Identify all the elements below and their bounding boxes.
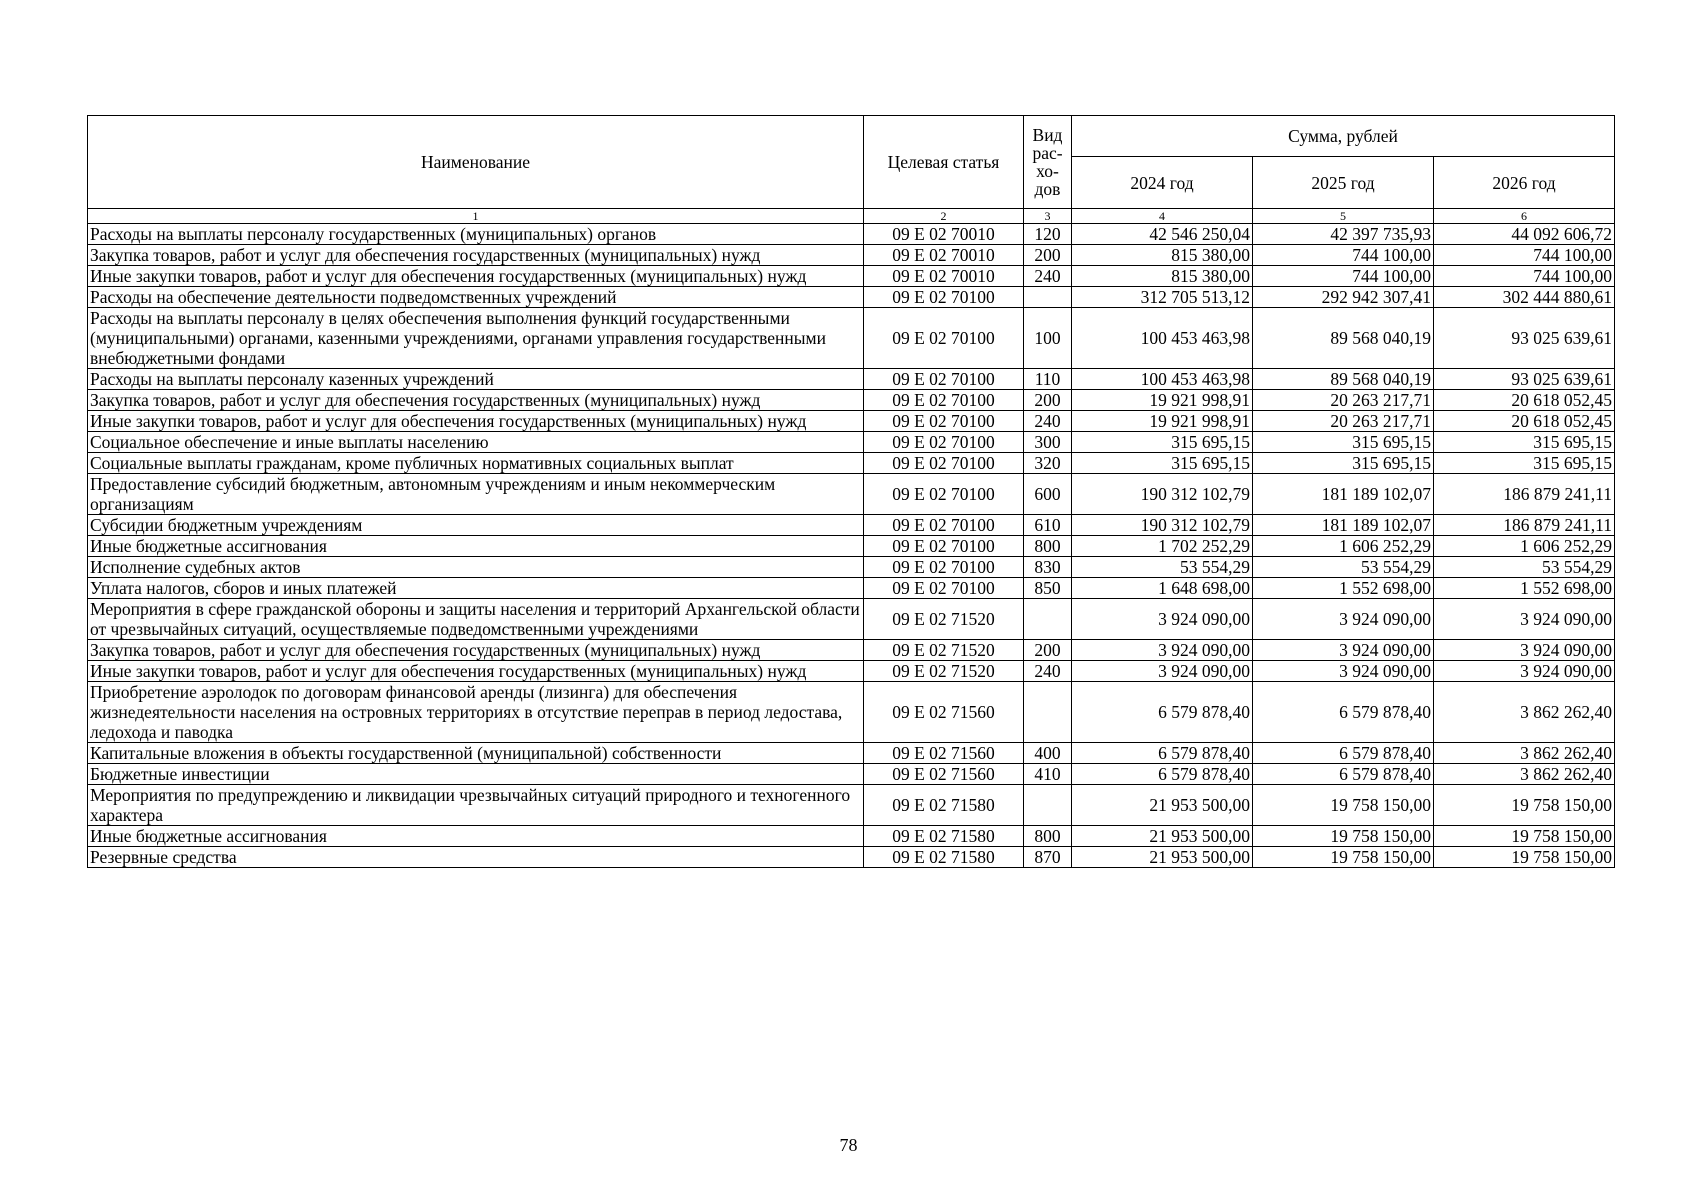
row-sum-2026: 3 862 262,40 — [1434, 764, 1615, 785]
budget-table — [87, 115, 1615, 868]
row-sum-2024: 19 921 998,91 — [1072, 390, 1253, 411]
row-name: Капитальные вложения в объекты государственной (муниципальной) собственности — [88, 743, 864, 764]
table-row — [88, 599, 1615, 640]
row-sum-2025: 181 189 102,07 — [1253, 474, 1434, 515]
row-sum-2025: 315 695,15 — [1253, 432, 1434, 453]
row-expense-kind: 610 — [1024, 515, 1072, 536]
row-expense-kind: 320 — [1024, 453, 1072, 474]
table-header — [88, 116, 1615, 224]
row-sum-2026: 315 695,15 — [1434, 432, 1615, 453]
column-number: 1 — [88, 209, 864, 224]
table-row — [88, 474, 1615, 515]
row-name: Расходы на выплаты персоналу в целях обеспечения выполнения функций государственными (муниципальными) органами, казенными учреждениями, органами управления государственными внебюджетными фондами — [88, 308, 864, 369]
row-name: Резервные средства — [88, 847, 864, 868]
row-sum-2024: 1 702 252,29 — [1072, 536, 1253, 557]
column-number-row — [88, 209, 1615, 224]
row-sum-2025: 20 263 217,71 — [1253, 411, 1434, 432]
row-sum-2024: 21 953 500,00 — [1072, 826, 1253, 847]
row-name: Иные бюджетные ассигнования — [88, 826, 864, 847]
table-row — [88, 515, 1615, 536]
row-sum-2024: 6 579 878,40 — [1072, 743, 1253, 764]
row-sum-2025: 19 758 150,00 — [1253, 785, 1434, 826]
table-row — [88, 369, 1615, 390]
table-row — [88, 390, 1615, 411]
row-sum-2026: 20 618 052,45 — [1434, 411, 1615, 432]
row-sum-2026: 20 618 052,45 — [1434, 390, 1615, 411]
row-sum-2025: 53 554,29 — [1253, 557, 1434, 578]
row-sum-2026: 186 879 241,11 — [1434, 515, 1615, 536]
row-target-article: 09 Е 02 71580 — [864, 847, 1024, 868]
row-target-article: 09 Е 02 71520 — [864, 599, 1024, 640]
row-name: Расходы на выплаты персоналу казенных учреждений — [88, 369, 864, 390]
row-sum-2024: 3 924 090,00 — [1072, 661, 1253, 682]
row-sum-2024: 312 705 513,12 — [1072, 287, 1253, 308]
row-sum-2024: 6 579 878,40 — [1072, 764, 1253, 785]
row-name: Иные закупки товаров, работ и услуг для обеспечения государственных (муниципальных) нужд — [88, 661, 864, 682]
row-expense-kind: 110 — [1024, 369, 1072, 390]
column-number: 2 — [864, 209, 1024, 224]
table-row — [88, 453, 1615, 474]
row-sum-2024: 6 579 878,40 — [1072, 682, 1253, 743]
row-sum-2024: 42 546 250,04 — [1072, 224, 1253, 245]
row-sum-2026: 1 552 698,00 — [1434, 578, 1615, 599]
row-name: Бюджетные инвестиции — [88, 764, 864, 785]
row-sum-2026: 44 092 606,72 — [1434, 224, 1615, 245]
row-sum-2024: 315 695,15 — [1072, 432, 1253, 453]
table-row — [88, 743, 1615, 764]
row-name: Иные бюджетные ассигнования — [88, 536, 864, 557]
header-sum: Сумма, рублей — [1072, 116, 1615, 157]
row-sum-2024: 815 380,00 — [1072, 245, 1253, 266]
row-sum-2025: 6 579 878,40 — [1253, 743, 1434, 764]
row-name: Расходы на обеспечение деятельности подведомственных учреждений — [88, 287, 864, 308]
row-sum-2025: 89 568 040,19 — [1253, 308, 1434, 369]
row-sum-2026: 19 758 150,00 — [1434, 785, 1615, 826]
header-expense-kind: Вид рас- хо- дов — [1024, 116, 1072, 209]
header-year-2025: 2025 год — [1253, 157, 1434, 209]
row-expense-kind: 800 — [1024, 826, 1072, 847]
row-sum-2026: 186 879 241,11 — [1434, 474, 1615, 515]
row-name: Уплата налогов, сборов и иных платежей — [88, 578, 864, 599]
row-sum-2024: 100 453 463,98 — [1072, 369, 1253, 390]
table-row — [88, 682, 1615, 743]
row-sum-2026: 744 100,00 — [1434, 245, 1615, 266]
column-number: 6 — [1434, 209, 1615, 224]
row-sum-2026: 3 862 262,40 — [1434, 682, 1615, 743]
table-row — [88, 245, 1615, 266]
row-sum-2025: 292 942 307,41 — [1253, 287, 1434, 308]
table-row — [88, 578, 1615, 599]
row-name: Иные закупки товаров, работ и услуг для обеспечения государственных (муниципальных) нужд — [88, 266, 864, 287]
header-year-2024: 2024 год — [1072, 157, 1253, 209]
row-name: Субсидии бюджетным учреждениям — [88, 515, 864, 536]
row-sum-2025: 3 924 090,00 — [1253, 599, 1434, 640]
row-sum-2026: 3 862 262,40 — [1434, 743, 1615, 764]
row-target-article: 09 Е 02 71560 — [864, 682, 1024, 743]
row-expense-kind: 600 — [1024, 474, 1072, 515]
row-sum-2025: 19 758 150,00 — [1253, 826, 1434, 847]
table-row — [88, 764, 1615, 785]
row-expense-kind: 240 — [1024, 266, 1072, 287]
table-row — [88, 826, 1615, 847]
page-number: 78 — [839, 1135, 858, 1155]
table-row — [88, 308, 1615, 369]
row-sum-2024: 190 312 102,79 — [1072, 474, 1253, 515]
row-sum-2025: 89 568 040,19 — [1253, 369, 1434, 390]
row-sum-2024: 21 953 500,00 — [1072, 847, 1253, 868]
row-target-article: 09 Е 02 70100 — [864, 557, 1024, 578]
row-target-article: 09 Е 02 70100 — [864, 578, 1024, 599]
row-target-article: 09 Е 02 71580 — [864, 826, 1024, 847]
row-sum-2025: 315 695,15 — [1253, 453, 1434, 474]
table-row — [88, 432, 1615, 453]
row-target-article: 09 Е 02 71560 — [864, 743, 1024, 764]
row-name: Социальные выплаты гражданам, кроме публичных нормативных социальных выплат — [88, 453, 864, 474]
table-row — [88, 266, 1615, 287]
row-sum-2025: 6 579 878,40 — [1253, 682, 1434, 743]
row-target-article: 09 Е 02 70010 — [864, 224, 1024, 245]
row-target-article: 09 Е 02 70100 — [864, 453, 1024, 474]
row-name: Закупка товаров, работ и услуг для обеспечения государственных (муниципальных) нужд — [88, 640, 864, 661]
column-number: 4 — [1072, 209, 1253, 224]
row-sum-2025: 6 579 878,40 — [1253, 764, 1434, 785]
row-name: Мероприятия в сфере гражданской обороны и защиты населения и территорий Архангельской области от чрезвычайных ситуаций, осуществляемые подведомственными учреждениями — [88, 599, 864, 640]
row-target-article: 09 Е 02 70100 — [864, 308, 1024, 369]
row-sum-2025: 1 606 252,29 — [1253, 536, 1434, 557]
row-name: Предоставление субсидий бюджетным, автономным учреждениям и иным некоммерческим организациям — [88, 474, 864, 515]
row-sum-2025: 3 924 090,00 — [1253, 640, 1434, 661]
row-expense-kind: 200 — [1024, 640, 1072, 661]
table-row — [88, 661, 1615, 682]
row-expense-kind — [1024, 785, 1072, 826]
row-sum-2025: 181 189 102,07 — [1253, 515, 1434, 536]
row-expense-kind: 120 — [1024, 224, 1072, 245]
table-row — [88, 224, 1615, 245]
row-sum-2025: 744 100,00 — [1253, 266, 1434, 287]
row-sum-2026: 3 924 090,00 — [1434, 661, 1615, 682]
row-target-article: 09 Е 02 70100 — [864, 287, 1024, 308]
row-sum-2026: 19 758 150,00 — [1434, 826, 1615, 847]
header-name: Наименование — [88, 116, 864, 209]
row-sum-2026: 1 606 252,29 — [1434, 536, 1615, 557]
row-target-article: 09 Е 02 71520 — [864, 661, 1024, 682]
row-sum-2024: 1 648 698,00 — [1072, 578, 1253, 599]
row-expense-kind: 240 — [1024, 661, 1072, 682]
table-row — [88, 411, 1615, 432]
row-name: Закупка товаров, работ и услуг для обеспечения государственных (муниципальных) нужд — [88, 245, 864, 266]
row-sum-2025: 3 924 090,00 — [1253, 661, 1434, 682]
table-body — [88, 224, 1615, 868]
table-row — [88, 785, 1615, 826]
row-sum-2024: 100 453 463,98 — [1072, 308, 1253, 369]
row-target-article: 09 Е 02 70010 — [864, 245, 1024, 266]
row-sum-2024: 3 924 090,00 — [1072, 599, 1253, 640]
row-sum-2025: 20 263 217,71 — [1253, 390, 1434, 411]
row-expense-kind: 410 — [1024, 764, 1072, 785]
row-sum-2024: 19 921 998,91 — [1072, 411, 1253, 432]
row-expense-kind: 850 — [1024, 578, 1072, 599]
row-sum-2026: 3 924 090,00 — [1434, 599, 1615, 640]
row-sum-2024: 315 695,15 — [1072, 453, 1253, 474]
row-sum-2026: 93 025 639,61 — [1434, 308, 1615, 369]
row-sum-2026: 19 758 150,00 — [1434, 847, 1615, 868]
header-year-2026: 2026 год — [1434, 157, 1615, 209]
row-sum-2024: 3 924 090,00 — [1072, 640, 1253, 661]
row-expense-kind: 100 — [1024, 308, 1072, 369]
row-sum-2025: 744 100,00 — [1253, 245, 1434, 266]
table-row — [88, 536, 1615, 557]
row-sum-2024: 53 554,29 — [1072, 557, 1253, 578]
table-row — [88, 640, 1615, 661]
row-expense-kind — [1024, 287, 1072, 308]
row-sum-2026: 302 444 880,61 — [1434, 287, 1615, 308]
row-expense-kind: 300 — [1024, 432, 1072, 453]
row-sum-2025: 1 552 698,00 — [1253, 578, 1434, 599]
row-target-article: 09 Е 02 70100 — [864, 474, 1024, 515]
row-target-article: 09 Е 02 71520 — [864, 640, 1024, 661]
row-target-article: 09 Е 02 70100 — [864, 369, 1024, 390]
row-target-article: 09 Е 02 70100 — [864, 390, 1024, 411]
row-sum-2024: 190 312 102,79 — [1072, 515, 1253, 536]
row-target-article: 09 Е 02 70100 — [864, 515, 1024, 536]
row-name: Социальное обеспечение и иные выплаты населению — [88, 432, 864, 453]
row-name: Расходы на выплаты персоналу государственных (муниципальных) органов — [88, 224, 864, 245]
header-target-article: Целевая статья — [864, 116, 1024, 209]
table-row — [88, 557, 1615, 578]
row-expense-kind — [1024, 599, 1072, 640]
row-sum-2024: 815 380,00 — [1072, 266, 1253, 287]
row-target-article: 09 Е 02 70100 — [864, 536, 1024, 557]
row-sum-2026: 3 924 090,00 — [1434, 640, 1615, 661]
row-sum-2026: 744 100,00 — [1434, 266, 1615, 287]
table-row — [88, 287, 1615, 308]
row-expense-kind: 830 — [1024, 557, 1072, 578]
row-target-article: 09 Е 02 70010 — [864, 266, 1024, 287]
row-sum-2024: 21 953 500,00 — [1072, 785, 1253, 826]
row-sum-2025: 19 758 150,00 — [1253, 847, 1434, 868]
row-name: Иные закупки товаров, работ и услуг для обеспечения государственных (муниципальных) нужд — [88, 411, 864, 432]
row-expense-kind: 200 — [1024, 245, 1072, 266]
row-expense-kind: 870 — [1024, 847, 1072, 868]
column-number: 3 — [1024, 209, 1072, 224]
row-expense-kind: 400 — [1024, 743, 1072, 764]
row-expense-kind: 240 — [1024, 411, 1072, 432]
row-expense-kind: 800 — [1024, 536, 1072, 557]
table-row — [88, 847, 1615, 868]
row-target-article: 09 Е 02 71560 — [864, 764, 1024, 785]
row-sum-2026: 315 695,15 — [1434, 453, 1615, 474]
row-sum-2026: 53 554,29 — [1434, 557, 1615, 578]
row-name: Приобретение аэролодок по договорам финансовой аренды (лизинга) для обеспечения жизнедеятельности населения на островных территориях в отсутствие переправ в период ледостава, ледохода и паводка — [88, 682, 864, 743]
row-sum-2025: 42 397 735,93 — [1253, 224, 1434, 245]
row-name: Исполнение судебных актов — [88, 557, 864, 578]
row-expense-kind: 200 — [1024, 390, 1072, 411]
row-target-article: 09 Е 02 70100 — [864, 432, 1024, 453]
row-target-article: 09 Е 02 70100 — [864, 411, 1024, 432]
row-name: Закупка товаров, работ и услуг для обеспечения государственных (муниципальных) нужд — [88, 390, 864, 411]
row-name: Мероприятия по предупреждению и ликвидации чрезвычайных ситуаций природного и техногенного характера — [88, 785, 864, 826]
row-target-article: 09 Е 02 71580 — [864, 785, 1024, 826]
row-sum-2026: 93 025 639,61 — [1434, 369, 1615, 390]
row-expense-kind — [1024, 682, 1072, 743]
column-number: 5 — [1253, 209, 1434, 224]
